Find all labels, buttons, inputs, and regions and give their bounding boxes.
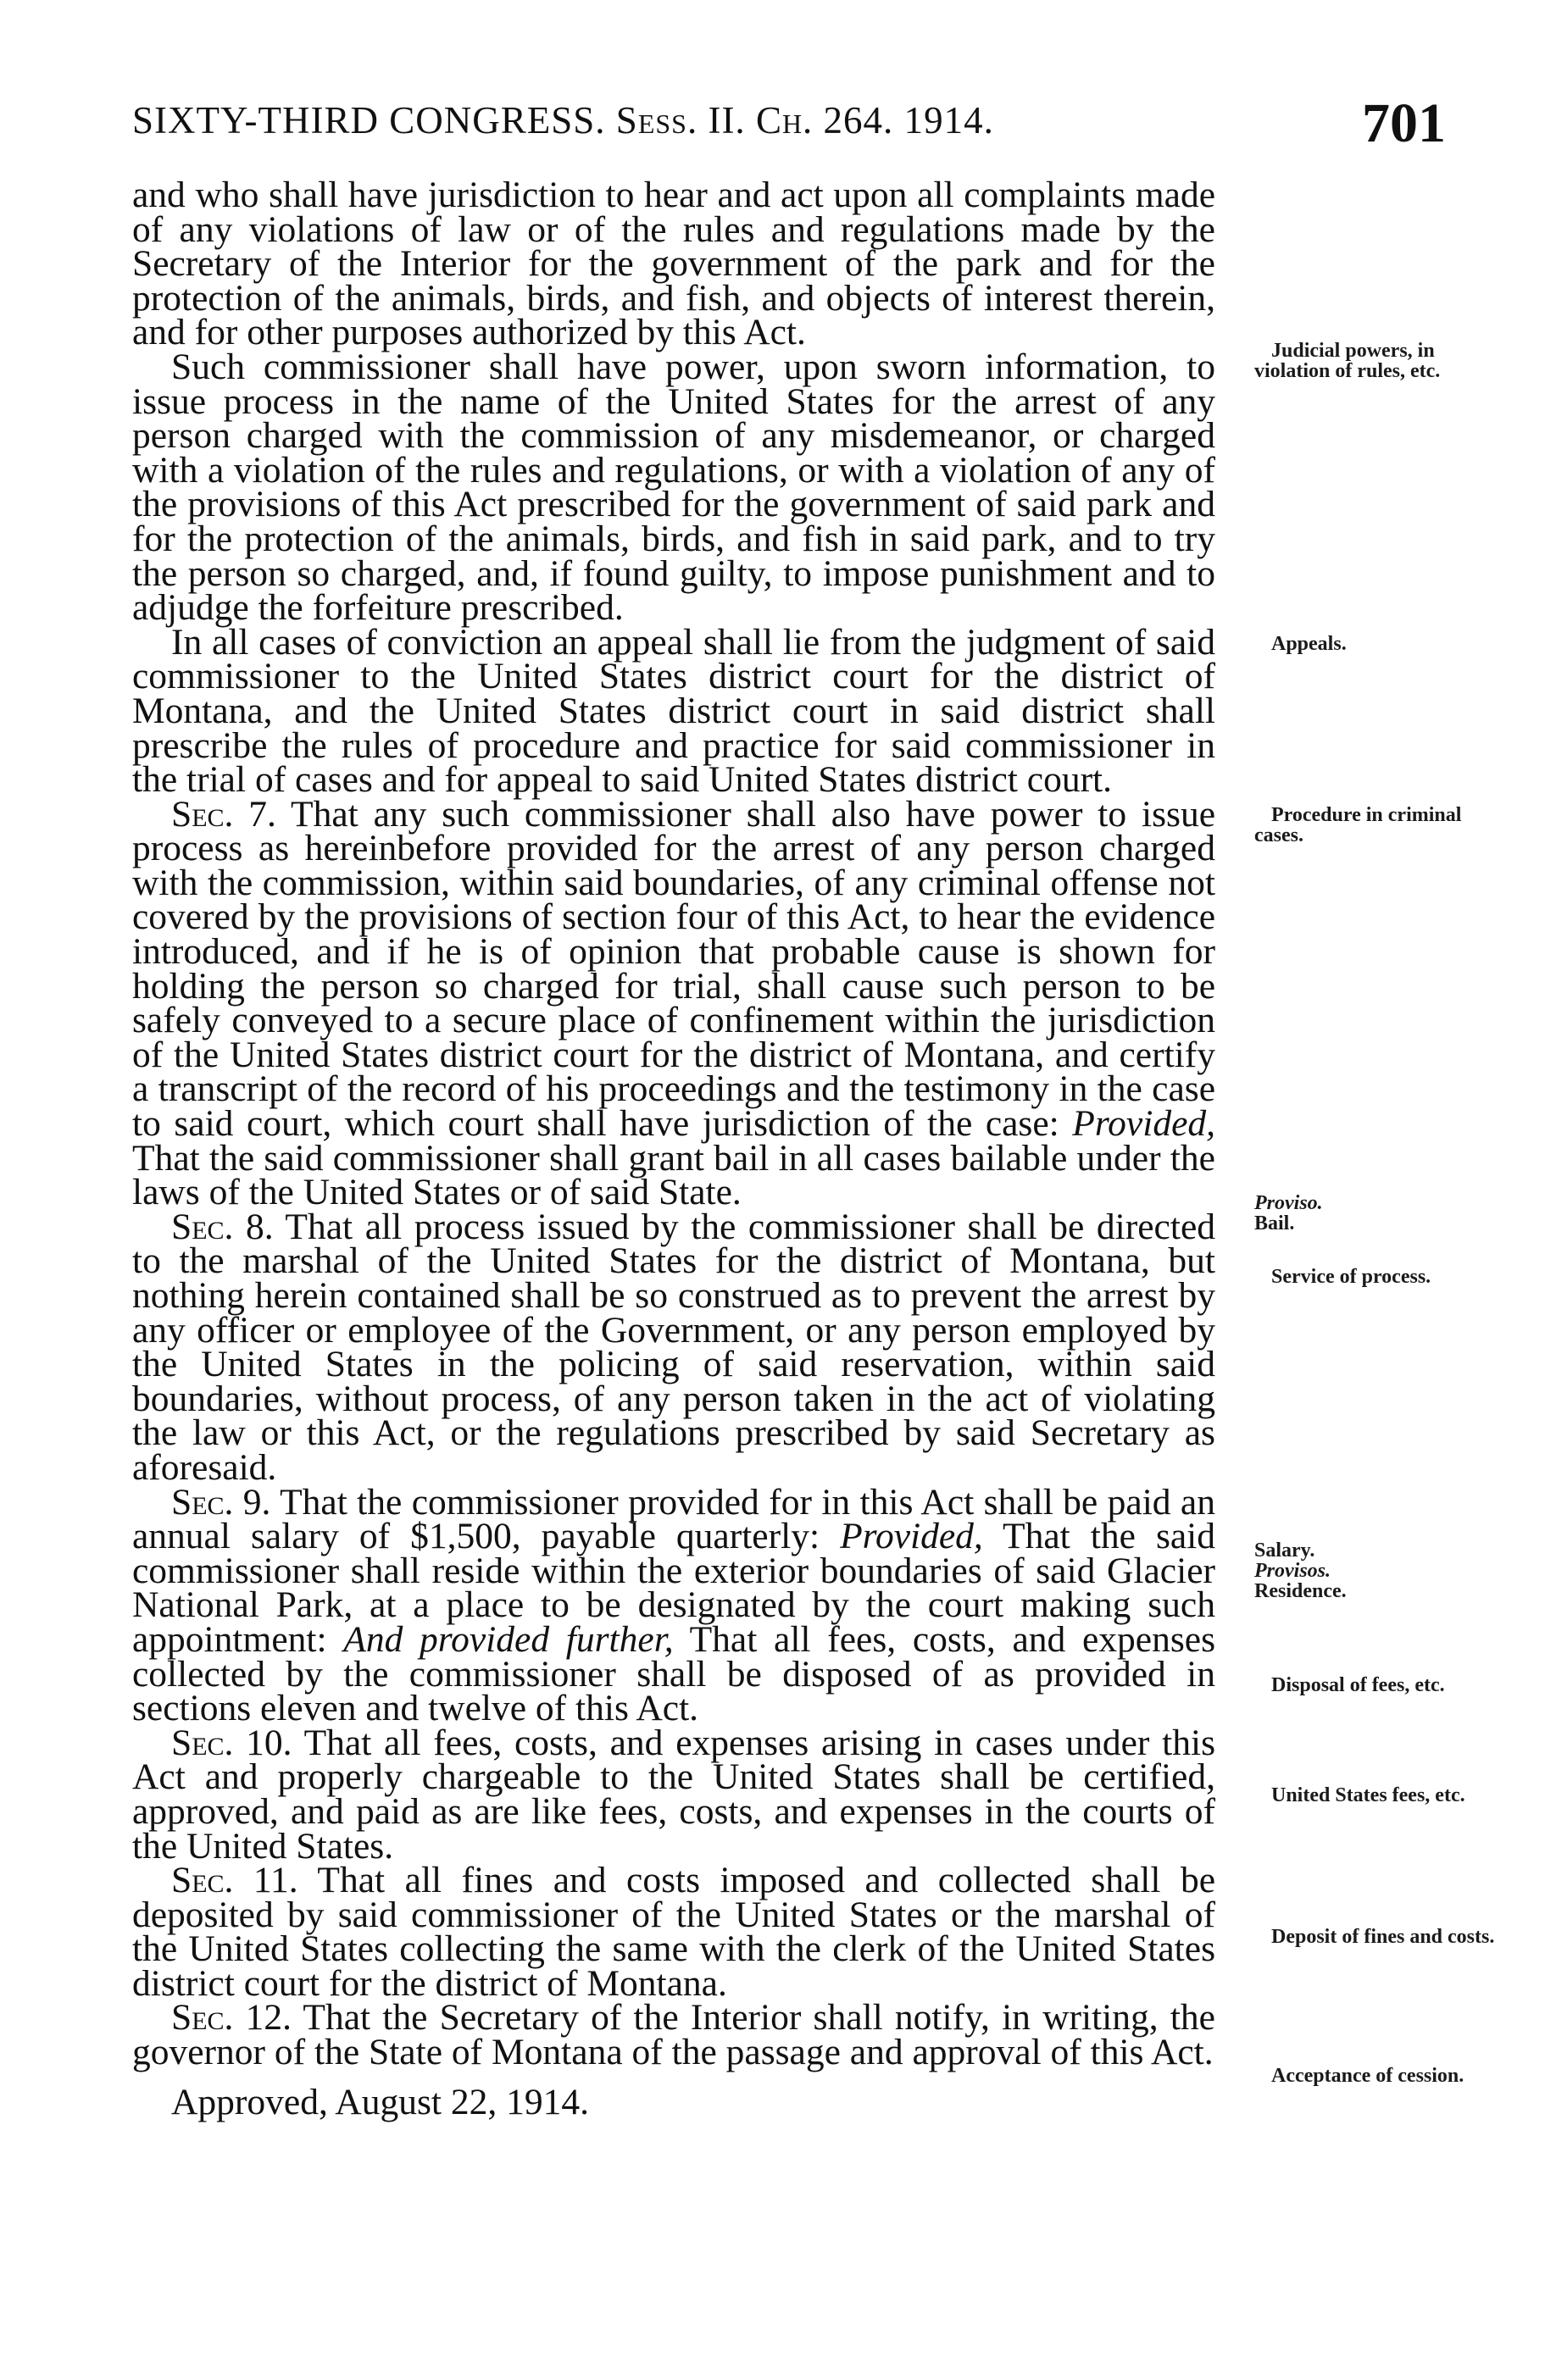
note-judicial-powers: Judicial powers, in violation of rules, etc. xyxy=(1254,340,1441,382)
congress-title: SIXTY-THIRD CONGRESS. xyxy=(132,99,606,141)
note-service: Service of process. xyxy=(1271,1266,1431,1288)
note-appeals: Appeals. xyxy=(1271,633,1347,655)
running-head-title xyxy=(132,98,994,142)
section-10-label: Sec. 10. xyxy=(171,1722,292,1763)
note-us-fees: United States fees, etc. xyxy=(1271,1784,1465,1806)
paragraph-appeals: In all cases of conviction an appeal shall lie from the judgment of said commissioner to the United States district court for the district of Montana, and the United States district court in said district shall prescribe the rules of procedure and practice for said commissioner in the trial of cases and for appeal to said United States district court. xyxy=(132,621,1215,801)
section-9-text: That the commissioner provided for in this Act shall be paid an annual salary of $1,500, payable quarterly: xyxy=(132,1481,1215,1557)
note-bail: Bail. xyxy=(1254,1212,1295,1234)
running-header xyxy=(132,92,1446,159)
section-7-proviso: Provided, xyxy=(1072,1103,1216,1145)
note-disposal: Disposal of fees, etc. xyxy=(1271,1674,1445,1696)
section-7-text: That any such commissioner shall also have power to issue process as hereinbefore provided for the arrest of any person charged with the commission, within said boundaries, of any criminal offense not covered by the provisions of section four of this Act, to hear the evidence introduced, and if he is of opinion that probable cause is shown for holding the person so charged for trial, shall cause such person to be safely conveyed to a secure place of confinement within the jurisdiction of the United States district court for the district of Montana, and certify a transcript of the record of his proceedings and the testimony in the case to said court, which court shall have jurisdiction of the case: xyxy=(132,793,1216,1145)
page-number: 701 xyxy=(1362,92,1446,154)
section-8-label: Sec. 8. xyxy=(171,1206,274,1247)
note-proviso xyxy=(1254,1193,1509,1234)
note-procedure: Procedure in criminal cases. xyxy=(1254,804,1462,846)
section-9 xyxy=(132,1481,1216,1729)
section-10 xyxy=(132,1722,1216,1867)
note-salary-group xyxy=(1254,1540,1509,1601)
section-12 xyxy=(132,1997,1215,2073)
note-residence: Residence. xyxy=(1254,1580,1347,1602)
section-11 xyxy=(132,1860,1215,2004)
note-salary: Salary. xyxy=(1254,1540,1315,1562)
section-9-fees-text: That all fees, costs, and expenses collected by the commissioner shall be disposed of as provided in sections eleven and twelve of this Act. xyxy=(132,1618,1215,1729)
note-proviso-label: Proviso. xyxy=(1254,1192,1323,1214)
section-11-text: That all fines and costs imposed and collected shall be deposited by said commissioner of the United States or the marshal of the United States collecting the same with the clerk of the United States district court for the district of Montana. xyxy=(132,1860,1215,2004)
paragraph-jurisdiction: and who shall have jurisdiction to hear and act upon all complaints made of any violations of law or of the rules and regulations made by the Secretary of the Interior for the government of the park and for the protection of the animals, birds, and fish, and objects of interest therein, and for other purposes authorized by this Act. xyxy=(132,175,1215,353)
year-label: 1914. xyxy=(903,99,994,141)
section-12-label: Sec. 12. xyxy=(171,1997,292,2039)
section-9-proviso: Provided, xyxy=(840,1516,983,1557)
section-7 xyxy=(132,793,1216,1213)
note-provisos: Provisos. xyxy=(1254,1560,1331,1582)
chapter-label: Ch. 264. xyxy=(755,99,894,141)
session-label: Sess. II. xyxy=(615,99,746,141)
section-7-bail-text: That the said commissioner shall grant bail in all cases bailable under the laws of the United States or of said State. xyxy=(132,1137,1215,1213)
statute-body xyxy=(132,175,1216,2122)
note-deposit: Deposit of fines and costs. xyxy=(1271,1926,1495,1948)
section-11-label: Sec. 11. xyxy=(171,1860,298,1901)
section-7-label: Sec. 7. xyxy=(171,793,276,835)
section-9-residence-text: That the said commissioner shall reside within the exterior boundaries of said Glacier National Park, at a place to be designated by the court making such appointment: xyxy=(132,1516,1216,1660)
approval-date: Approved, August 22, 1914. xyxy=(171,2081,589,2122)
note-acceptance: Acceptance of cession. xyxy=(1271,2065,1464,2087)
section-10-text: That all fees, costs, and expenses arising in cases under this Act and properly chargeable to the United States shall be certified, approved, and paid as are like fees, costs, and expenses in the courts of the United States. xyxy=(132,1722,1216,1867)
section-9-proviso-further: And provided further, xyxy=(343,1618,674,1660)
section-8-text: That all process issued by the commissioner shall be directed to the marshal of the United States for the district of Montana, but nothing herein contained shall be so construed as to prevent the arrest by any officer or employee of the Government, or any person employed by the United States in the policing of said reservation, within said boundaries, without process, of any person taken in the act of violating the law or this Act, or the regulations prescribed by said Secretary as aforesaid. xyxy=(132,1206,1215,1488)
section-12-text: That the Secretary of the Interior shall notify, in writing, the governor of the State of Montana of the passage and approval of this Act. xyxy=(132,1997,1215,2073)
paragraph-commissioner-powers: Such commissioner shall have power, upon sworn information, to issue process in the name of the United States for the arrest of any person charged with the commission of any misdemeanor, or charged with a violation of the rules and regulations, or with a violation of any of the provisions of this Act prescribed for the government of said park and for the protection of the animals, birds, and fish in said park, and to try the person so charged, and, if found guilty, to impose punishment and to adjudge the forfeiture prescribed. xyxy=(132,346,1215,629)
section-8 xyxy=(132,1206,1215,1488)
section-9-label: Sec. 9. xyxy=(171,1481,271,1523)
